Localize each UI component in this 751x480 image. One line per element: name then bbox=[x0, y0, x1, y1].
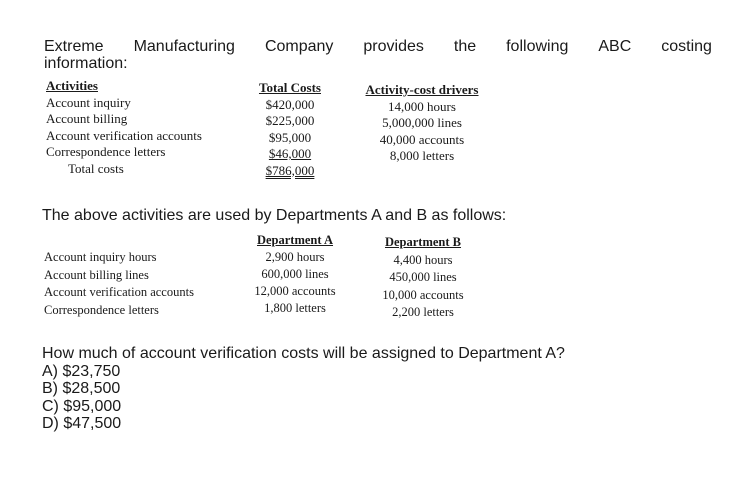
question-block bbox=[42, 345, 565, 433]
question-text: How much of account verification costs will be assigned to Department A? bbox=[42, 345, 565, 362]
activities-column bbox=[46, 78, 202, 177]
department-a-value: 600,000 lines bbox=[261, 267, 329, 281]
intro-word: the bbox=[453, 38, 477, 55]
activity-label: Account verification accounts bbox=[46, 127, 202, 143]
cost-drivers-column bbox=[352, 82, 492, 165]
usage-label: Correspondence letters bbox=[44, 302, 159, 317]
intro-word: costing bbox=[661, 38, 712, 55]
driver-value: 8,000 letters bbox=[389, 148, 455, 163]
intro-line-2: information: bbox=[44, 55, 128, 72]
department-b-value: 10,000 accounts bbox=[382, 287, 464, 302]
intro-paragraph bbox=[44, 38, 712, 72]
activity-label: Account billing bbox=[46, 111, 128, 126]
intro-word: Company bbox=[264, 38, 334, 55]
intro-word: Manufacturing bbox=[133, 38, 235, 55]
department-b-value: 2,200 letters bbox=[392, 305, 454, 319]
intro-word: following bbox=[506, 38, 569, 55]
department-b-value: 4,400 hours bbox=[393, 252, 453, 267]
activities-header: Activities bbox=[46, 78, 98, 93]
intro-word: provides bbox=[363, 38, 424, 55]
department-a-value: 12,000 accounts bbox=[254, 284, 336, 298]
cost-value: $225,000 bbox=[265, 113, 315, 128]
usage-label: Account inquiry hours bbox=[44, 250, 157, 264]
department-a-column bbox=[240, 232, 350, 317]
department-b-value: 450,000 lines bbox=[389, 270, 457, 284]
total-costs-header: Total Costs bbox=[258, 80, 321, 95]
intro-word: Extreme bbox=[44, 38, 104, 55]
usage-label: Account billing lines bbox=[44, 267, 149, 282]
total-costs-column bbox=[240, 80, 340, 179]
driver-value: 40,000 accounts bbox=[379, 131, 465, 147]
department-a-value: 1,800 letters bbox=[264, 301, 326, 315]
cost-drivers-header: Activity-cost drivers bbox=[365, 82, 479, 97]
cost-value: $420,000 bbox=[265, 96, 315, 112]
activity-label: Account inquiry bbox=[46, 94, 131, 110]
cost-value: $46,000 bbox=[268, 146, 312, 161]
cost-value: $95,000 bbox=[268, 129, 312, 145]
department-a-value: 2,900 hours bbox=[265, 250, 325, 264]
department-b-column bbox=[368, 234, 478, 322]
answer-option-c[interactable]: C) $95,000 bbox=[42, 397, 122, 415]
answer-option-d[interactable]: D) $47,500 bbox=[42, 415, 122, 432]
driver-value: 14,000 hours bbox=[388, 98, 456, 114]
answer-option-a[interactable]: A) $23,750 bbox=[42, 362, 121, 380]
answer-option-b[interactable]: B) $28,500 bbox=[42, 380, 121, 397]
total-costs-value: $786,000 bbox=[265, 162, 315, 178]
driver-value: 5,000,000 lines bbox=[382, 115, 462, 130]
total-costs-label: Total costs bbox=[68, 160, 124, 176]
department-a-header: Department A bbox=[256, 233, 334, 247]
departments-intro-text: The above activities are used by Departments A and B as follows: bbox=[42, 207, 507, 224]
usage-labels-column bbox=[44, 249, 194, 319]
intro-word: ABC bbox=[598, 38, 632, 55]
intro-line-1 bbox=[44, 38, 712, 55]
department-b-header: Department B bbox=[384, 235, 462, 249]
usage-label: Account verification accounts bbox=[44, 285, 194, 299]
activity-label: Correspondence letters bbox=[46, 144, 166, 159]
